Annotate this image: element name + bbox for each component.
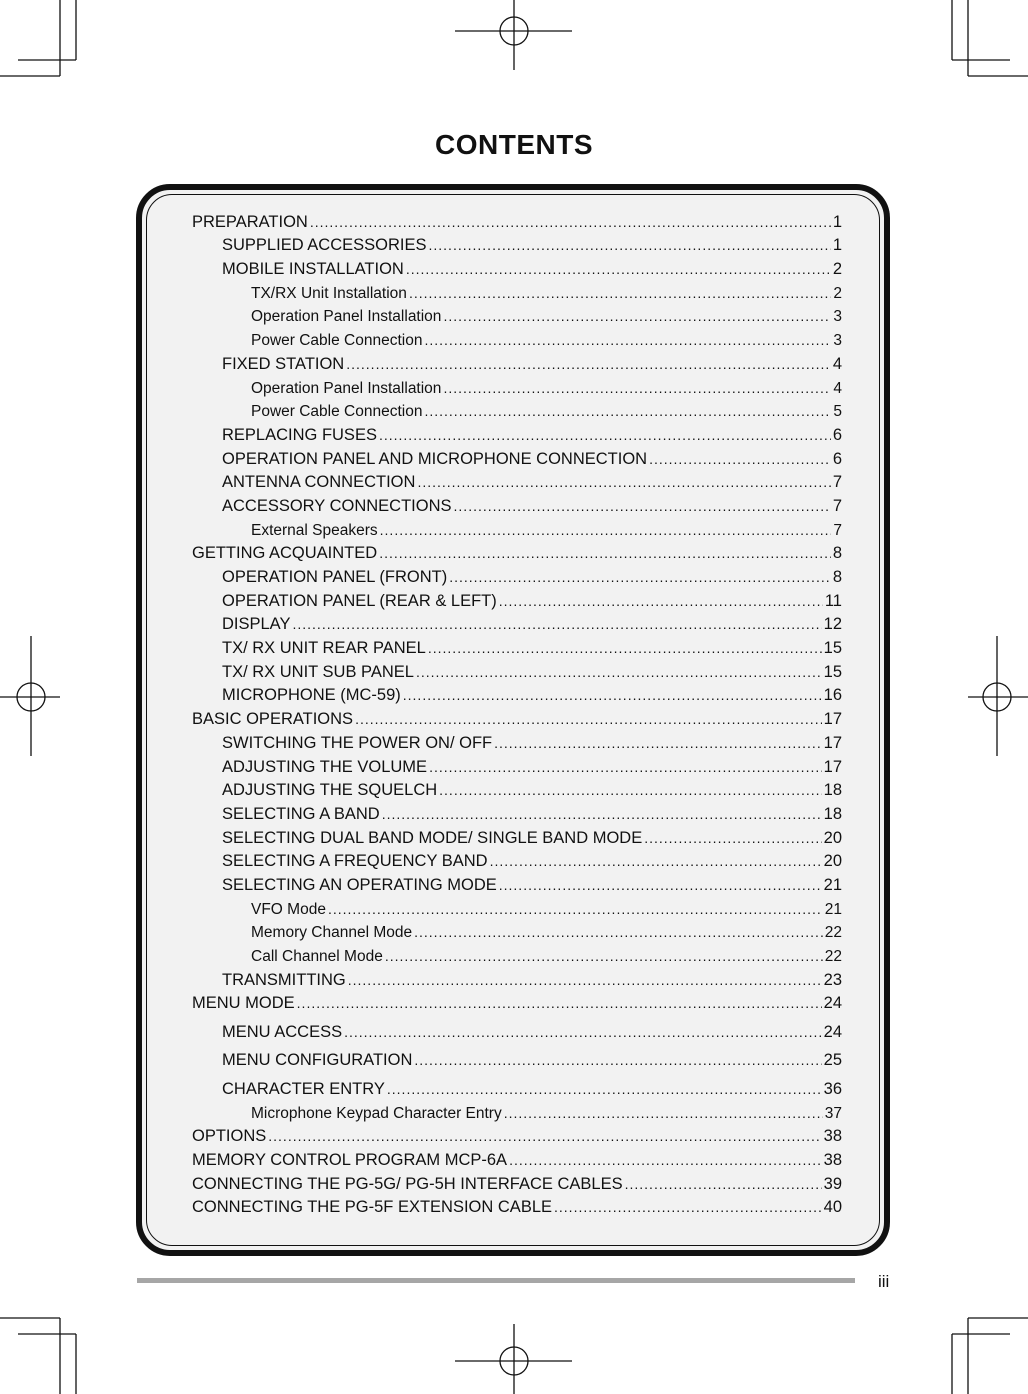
toc-entry[interactable] [192, 326, 842, 350]
toc-entry[interactable] [192, 303, 842, 327]
toc-entry-title: Memory Channel Mode [251, 924, 413, 942]
toc-entry-title: CHARACTER ENTRY [222, 1079, 385, 1098]
toc-entry[interactable] [192, 1123, 842, 1147]
toc-entry-title: ADJUSTING THE VOLUME [222, 757, 428, 776]
toc-entry-page: 23 [823, 970, 842, 989]
toc-entry-title: TX/RX Unit Installation [251, 284, 407, 302]
toc-entry[interactable] [192, 374, 842, 398]
toc-leader-dots [424, 402, 831, 421]
toc-leader-dots [509, 1151, 822, 1170]
toc-entry[interactable] [192, 208, 842, 232]
toc-leader-dots [380, 521, 832, 540]
toc-entry-page: 37 [824, 1104, 842, 1122]
toc-entry-page: 2 [833, 284, 842, 302]
toc-entry-page: 40 [823, 1198, 842, 1217]
toc-entry[interactable] [192, 1070, 842, 1099]
toc-entry-title: FIXED STATION [222, 354, 345, 373]
toc-leader-dots [379, 426, 831, 445]
toc-entry-page: 4 [832, 354, 842, 373]
toc-entry-title: ADJUSTING THE SQUELCH [222, 781, 438, 800]
toc-leader-dots [355, 710, 822, 729]
toc-leader-dots [554, 1198, 822, 1217]
toc-leader-dots [310, 213, 831, 232]
toc-leader-dots [449, 568, 831, 587]
toc-entry-title: TX/ RX UNIT REAR PANEL [222, 639, 426, 658]
toc-leader-dots [409, 284, 831, 303]
toc-entry[interactable] [192, 587, 842, 611]
toc-entry-title: Power Cable Connection [251, 332, 423, 350]
toc-entry[interactable] [192, 469, 842, 493]
toc-entry-page: 7 [832, 496, 842, 515]
toc-entry[interactable] [192, 516, 842, 540]
toc-entry[interactable] [192, 753, 842, 777]
toc-entry[interactable] [192, 350, 842, 374]
toc-entry[interactable] [192, 1013, 842, 1042]
toc-entry-page: 15 [823, 662, 842, 681]
toc-entry-page: 20 [823, 852, 842, 871]
toc-leader-dots [385, 947, 823, 966]
toc-leader-dots [328, 900, 823, 919]
toc-leader-dots [428, 639, 822, 658]
toc-leader-dots [649, 450, 831, 469]
toc-entry-title: MENU CONFIGURATION [222, 1051, 413, 1070]
toc-entry[interactable] [192, 492, 842, 516]
toc-leader-dots [406, 260, 831, 279]
toc-entry-page: 1 [832, 236, 842, 255]
toc-entry-title: ANTENNA CONNECTION [222, 473, 416, 492]
toc-entry-page: 6 [832, 449, 842, 468]
toc-leader-dots [292, 615, 821, 634]
toc-entry-page: 17 [823, 733, 842, 752]
toc-leader-dots [454, 497, 831, 516]
page-title: CONTENTS [435, 129, 593, 160]
toc-entry-title: SELECTING AN OPERATING MODE [222, 875, 497, 894]
toc-entry-title: ACCESSORY CONNECTIONS [222, 496, 452, 515]
toc-entry-title: MENU MODE [192, 994, 295, 1013]
toc-leader-dots [429, 758, 822, 777]
toc-leader-dots [379, 544, 831, 563]
toc-leader-dots [424, 331, 831, 350]
toc-entry-page: 38 [823, 1150, 842, 1169]
toc-entry[interactable] [192, 871, 842, 895]
toc-leader-dots [504, 1104, 823, 1123]
toc-entry-title: SUPPLIED ACCESSORIES [222, 236, 427, 255]
toc-entry-title: OPERATION PANEL (REAR & LEFT) [222, 591, 497, 610]
toc-leader-dots [382, 805, 822, 824]
toc-leader-dots [625, 1175, 822, 1194]
toc-entry-title: External Speakers [251, 521, 378, 539]
toc-entry-page: 8 [832, 544, 842, 563]
toc-entry[interactable] [192, 966, 842, 990]
toc-entry[interactable] [192, 824, 842, 848]
toc-entry-page: 7 [833, 521, 842, 539]
toc-entry-title: SELECTING A BAND [222, 804, 380, 823]
toc-entry-title: VFO Mode [251, 900, 326, 918]
toc-leader-dots [429, 236, 831, 255]
toc-entry[interactable] [192, 634, 842, 658]
toc-entry-page: 3 [833, 308, 842, 326]
toc-entry-page: 36 [823, 1079, 842, 1098]
toc-entry-title: MICROPHONE (MC-59) [222, 686, 401, 705]
toc-entry-page: 25 [823, 1051, 842, 1070]
toc-entry-title: OPERATION PANEL AND MICROPHONE CONNECTION [222, 449, 648, 468]
toc-entry-title: Call Channel Mode [251, 948, 383, 965]
toc-leader-dots [494, 734, 822, 753]
toc-entry-title: REPLACING FUSES [222, 425, 377, 444]
toc-entry-page: 38 [823, 1127, 842, 1146]
toc-entry-title: MOBILE INSTALLATION [222, 260, 404, 279]
toc-entry-page: 20 [823, 828, 842, 847]
toc-leader-dots [414, 923, 823, 942]
toc-leader-dots [644, 829, 821, 848]
toc-leader-dots [268, 1127, 821, 1146]
toc-entry-page: 17 [823, 757, 842, 776]
toc-entry-page: 1 [832, 212, 842, 231]
toc-entry-title: MEMORY CONTROL PROGRAM MCP-6A [192, 1150, 508, 1169]
toc-entry-page: 15 [823, 639, 842, 658]
toc-entry-title: Operation Panel Installation [251, 379, 442, 397]
toc-entry-page: 18 [823, 804, 842, 823]
toc-entry-title: Operation Panel Installation [251, 308, 442, 326]
toc-leader-dots [387, 1080, 822, 1099]
page-number: iii [878, 1272, 890, 1291]
toc-entry-title: OPERATION PANEL (FRONT) [222, 568, 448, 586]
toc-entry-title: SELECTING A FREQUENCY BAND [222, 852, 488, 871]
toc-entry[interactable] [192, 919, 842, 943]
toc-entry[interactable] [192, 1099, 842, 1123]
toc-entry-title: PREPARATION [192, 212, 308, 231]
toc-entry[interactable] [192, 421, 842, 445]
toc-entry[interactable] [192, 232, 842, 256]
toc-entry[interactable] [192, 611, 842, 635]
toc-entry-page: 4 [833, 379, 842, 397]
toc-leader-dots [490, 852, 822, 871]
toc-entry[interactable] [192, 540, 842, 564]
toc-entry-title: CONNECTING THE PG-5F EXTENSION CABLE [192, 1198, 553, 1217]
toc-entry[interactable] [192, 1042, 842, 1071]
toc-entry-title: OPTIONS [192, 1127, 267, 1146]
toc-entry[interactable] [192, 255, 842, 279]
toc-leader-dots [499, 592, 823, 611]
toc-entry-page: 17 [823, 710, 842, 729]
toc-entry-page: 21 [823, 875, 842, 894]
toc-entry-page: 22 [824, 924, 842, 942]
toc-leader-dots [417, 473, 830, 492]
toc-entry[interactable] [192, 1170, 842, 1194]
toc-entry-page: 18 [823, 781, 842, 800]
toc-entry-title: SELECTING DUAL BAND MODE/ SINGLE BAND MODE [222, 828, 643, 847]
toc-entry-page: 11 [824, 591, 842, 610]
toc-entry[interactable] [192, 445, 842, 469]
toc-entry-page: 5 [833, 403, 842, 421]
table-of-contents [192, 208, 842, 1217]
toc-entry[interactable] [192, 705, 842, 729]
toc-leader-dots [297, 994, 822, 1013]
toc-entry[interactable] [192, 398, 842, 422]
toc-entry[interactable] [192, 279, 842, 303]
toc-entry-page: 8 [832, 568, 842, 586]
toc-entry[interactable] [192, 777, 842, 801]
toc-entry-page: 21 [824, 900, 842, 918]
toc-entry-page: 24 [823, 1022, 842, 1041]
toc-entry-title: MENU ACCESS [222, 1022, 343, 1041]
toc-entry-title: TRANSMITTING [222, 970, 346, 989]
toc-entry-page: 16 [823, 686, 842, 705]
toc-entry[interactable] [192, 563, 842, 587]
toc-entry[interactable] [192, 1194, 842, 1218]
toc-entry[interactable] [192, 848, 842, 872]
toc-entry-title: TX/ RX UNIT SUB PANEL [222, 662, 414, 681]
toc-leader-dots [414, 1051, 821, 1070]
toc-entry[interactable] [192, 682, 842, 706]
footer-rule [137, 1278, 855, 1283]
toc-leader-dots [403, 686, 822, 705]
toc-entry-title: DISPLAY [222, 615, 291, 634]
toc-leader-dots [443, 307, 831, 326]
toc-leader-dots [439, 781, 821, 800]
toc-entry-page: 3 [833, 332, 842, 350]
toc-entry-page: 22 [824, 948, 842, 965]
toc-leader-dots [443, 379, 831, 398]
toc-leader-dots [416, 663, 822, 682]
toc-entry-title: CONNECTING THE PG-5G/ PG-5H INTERFACE CABLES [192, 1174, 623, 1193]
toc-entry[interactable] [192, 800, 842, 824]
toc-leader-dots [346, 355, 831, 374]
toc-entry[interactable] [192, 942, 842, 966]
toc-entry-title: BASIC OPERATIONS [192, 710, 354, 729]
toc-entry-title: SWITCHING THE POWER ON/ OFF [222, 733, 493, 752]
toc-entry[interactable] [192, 990, 842, 1014]
toc-leader-dots [344, 1023, 822, 1042]
toc-entry-title: GETTING ACQUAINTED [192, 544, 378, 563]
toc-entry-title: Microphone Keypad Character Entry [251, 1104, 502, 1122]
toc-entry-page: 24 [823, 994, 842, 1013]
toc-entry[interactable] [192, 1146, 842, 1170]
toc-entry[interactable] [192, 729, 842, 753]
toc-entry[interactable] [192, 658, 842, 682]
toc-entry-page: 39 [823, 1174, 842, 1193]
toc-entry[interactable] [192, 895, 842, 919]
toc-entry-page: 12 [823, 615, 842, 634]
toc-entry-page: 7 [832, 473, 842, 492]
toc-entry-page: 6 [832, 425, 842, 444]
toc-leader-dots [348, 971, 822, 990]
toc-entry-page: 2 [832, 260, 842, 279]
toc-entry-title: Power Cable Connection [251, 403, 423, 421]
toc-leader-dots [499, 876, 822, 895]
